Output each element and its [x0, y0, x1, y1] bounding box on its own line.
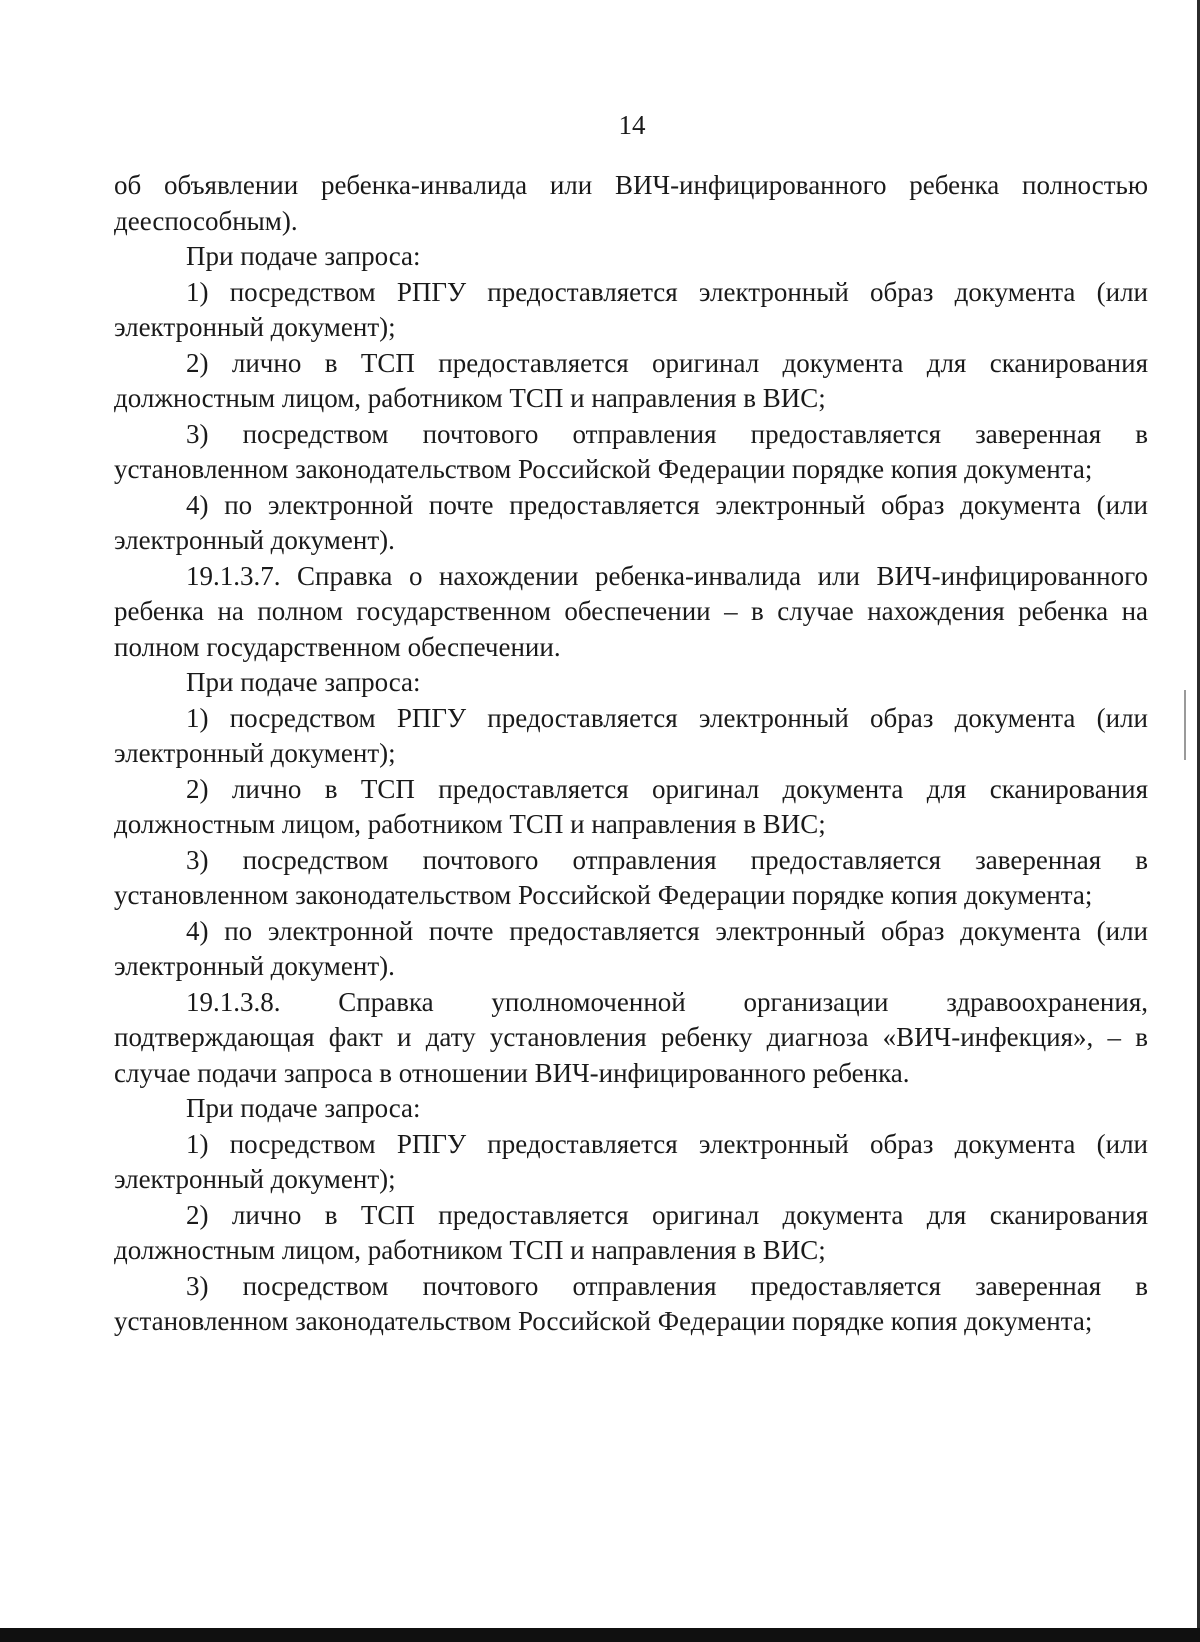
- paragraph-item-4: 4) по электронной почте предоставляется электронный образ документа (или электронный документ).: [114, 489, 1148, 555]
- scan-edge-bottom: [0, 1628, 1200, 1642]
- paragraph-item-1: 1) посредством РПГУ предоставляется электронный образ документа (или электронный документ);: [114, 1128, 1148, 1194]
- document-body: [114, 168, 1148, 1340]
- paragraph-section-19-1-3-8: 19.1.3.8. Справка уполномоченной организации здравоохранения, подтверждающая факт и дату установления ребенку диагноза «ВИЧ-инфекция», – в случае подачи запроса в отношении ВИЧ-инфицированного ребенка.: [114, 986, 1148, 1088]
- paragraph-item-3: 3) посредством почтового отправления предоставляется заверенная в установленном законодательством Российской Федерации порядке копия документа;: [114, 418, 1148, 484]
- paragraph-item-2: 2) лично в ТСП предоставляется оригинал документа для сканирования должностным лицом, работником ТСП и направления в ВИС;: [114, 1199, 1148, 1265]
- paragraph-item-2: 2) лично в ТСП предоставляется оригинал документа для сканирования должностным лицом, работником ТСП и направления в ВИС;: [114, 347, 1148, 413]
- paragraph-item-2: 2) лично в ТСП предоставляется оригинал документа для сканирования должностным лицом, работником ТСП и направления в ВИС;: [114, 773, 1148, 839]
- paragraph-item-4: 4) по электронной почте предоставляется электронный образ документа (или электронный документ).: [114, 915, 1148, 981]
- paragraph-section-19-1-3-7: 19.1.3.7. Справка о нахождении ребенка-инвалида или ВИЧ-инфицированного ребенка на полном государственном обеспечении – в случае нахождения ребенка на полном государственном обеспечении.: [114, 560, 1148, 662]
- paragraph-item-3: 3) посредством почтового отправления предоставляется заверенная в установленном законодательством Российской Федерации порядке копия документа;: [114, 1270, 1148, 1336]
- scan-speck: [1184, 690, 1186, 760]
- paragraph-item-1: 1) посредством РПГУ предоставляется электронный образ документа (или электронный документ);: [114, 276, 1148, 342]
- paragraph-item-1: 1) посредством РПГУ предоставляется электронный образ документа (или электронный документ);: [114, 702, 1148, 768]
- paragraph-continuation: об объявлении ребенка-инвалида или ВИЧ-инфицированного ребенка полностью дееспособным).: [114, 170, 1148, 236]
- paragraph-request-heading: При подаче запроса:: [186, 667, 421, 697]
- paragraph-request-heading: При подаче запроса:: [186, 241, 421, 271]
- paragraph-request-heading: При подаче запроса:: [186, 1093, 421, 1123]
- page-number: 14: [618, 110, 646, 140]
- paragraph-item-3: 3) посредством почтового отправления предоставляется заверенная в установленном законодательством Российской Федерации порядке копия документа;: [114, 844, 1148, 910]
